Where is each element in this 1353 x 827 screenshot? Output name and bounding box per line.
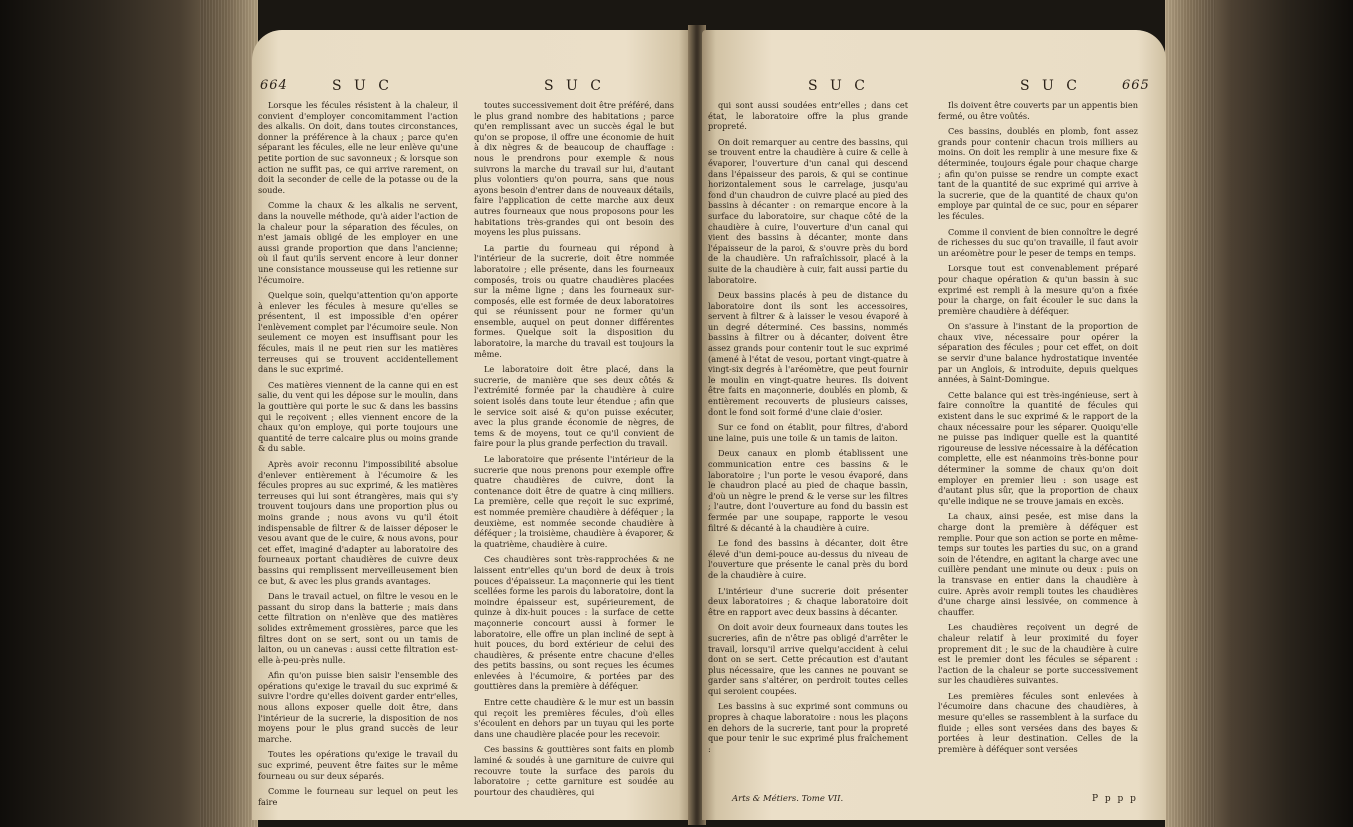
paragraph: On s'assure à l'instant de la proportion de chaux vive, nécessaire pour opérer la séparation des fécules ; pour cet effet, on doit se servir d'une balance hydrostatique inventée par un Anglois, & introduite, depuis quelques années, à Saint-Domingue. xyxy=(938,321,1138,385)
running-head-left: S U C xyxy=(332,78,394,94)
right-page-column-1 xyxy=(708,100,908,790)
paragraph: L'intérieur d'une sucrerie doit présenter deux laboratoires ; & chaque laboratoire doit être en rapport avec deux bassins à décanter. xyxy=(708,585,908,617)
paragraph: On doit avoir deux fourneaux dans toutes les sucreries, afin de n'être pas obligé d'arrêter le travail, lorsqu'il arrive quelqu'accident à celui dont on se sert. Cette précaution est d'autant plus nécessaire, que les cannes ne pouvant se garder sans s'altérer, on perdroit toutes celles qui seroient coupées. xyxy=(708,622,908,696)
left-page-column-2 xyxy=(474,100,674,810)
paragraph: Le fond des bassins à décanter, doit être élevé d'un demi-pouce au-dessus du niveau de l'ouverture que présente le canal près du bord de la chaudière à cuire. xyxy=(708,538,908,580)
paragraph: Comme le fourneau sur lequel on peut les faire xyxy=(258,786,458,807)
paragraph: Lorsque tout est convenablement préparé pour chaque opération & qu'un bassin à suc exprimé est rempli à la mesure qu'on a fixée pour la charge, on fait écouler le suc dans la première chaudière à déféquer. xyxy=(938,263,1138,316)
paragraph: toutes successivement doit être préféré, dans le plus grand nombre des habitations ; parce qu'en remplissant avec un succès égal le but qu'on se propose, il offre une économie de huit à dix nègres & de beaucoup de chauffage : nous le prendrons pour exemple & nous suivrons la marche du travail sur lui, d'autant plus volontiers qu'on pourra, sans que nous ayons besoin d'entrer dans de nouveaux détails, faire l'application de cette marche aux deux autres fourneaux que nous proposons pour les habitations très-grandes qui ont besoin des moyens les plus puissans. xyxy=(474,100,674,238)
paragraph: Ces bassins & gouttières sont faits en plomb laminé & soudés à une garniture de cuivre qui recouvre toute la surface des parois du laboratoire ; cette garniture est soudée au pourtour des chaudières, qui xyxy=(474,744,674,797)
paragraph: Toutes les opérations qu'exige le travail du suc exprimé, peuvent être faites sur le même fourneau ou sur deux séparés. xyxy=(258,749,458,781)
paragraph: Comme il convient de bien connoître le degré de richesses du suc qu'on travaille, il faut avoir un aréomètre pour le peser de temps en temps. xyxy=(938,226,1138,258)
paragraph: Le laboratoire doit être placé, dans la sucrerie, de manière que ses deux côtés & l'extrémité formée par la chaudière à cuire soient isolés dans toute leur étendue ; afin que le service soit aisé & qu'on puisse exécuter, avec la plus grande économie de nègres, de tems & de moyens, tout ce qu'il convient de faire pour la plus grande perfection du travail. xyxy=(474,364,674,449)
paragraph: On doit remarquer au centre des bassins, qui se trouvent entre la chaudière à cuire & celle à évaporer, l'ouverture d'un canal qui descend dans l'épaisseur des parois, & qui se continue horizontalement sous le carrelage, jusqu'au fond d'un chaudron de cuivre placé au pied des bassins à décanter : on remarque encore à la surface du laboratoire, sur chaque côté de la chaudière à cuire, l'ouverture d'un canal qui vient des bassins à décanter, monte dans l'épaisseur de la paroi, & s'ouvre près du bord de la chaudière. Un rafraîchissoir, placé à la suite de la chaudière à cuir, fait aussi partie du laboratoire. xyxy=(708,136,908,285)
paragraph: Deux bassins placés à peu de distance du laboratoire dont ils sont les accessoires, servent à filtrer & à laisser le vesou évaporé à un degré déterminé. Ces bassins, nommés bassins à filtrer ou à décanter, doivent être assez grands pour contenir tout le suc exprimé (amené à l'état de vesou, portant vingt-quatre à vingt-six degrés à l'aréomètre, que peut fournir le moulin en vingt-quatre heures. Ils doivent être faits en maçonnerie, doublés en plomb, & entièrement recouverts de plusieurs caisses, dont le fond soit formé d'une claie d'osier. xyxy=(708,290,908,417)
right-page-edges xyxy=(1165,0,1353,827)
footer-volume: Arts & Métiers. Tome VII. xyxy=(732,794,844,804)
paragraph: Afin qu'on puisse bien saisir l'ensemble des opérations qu'exige le travail du suc exprimé & suivre l'ordre qu'elles doivent garder entr'elles, nous allons exposer quelle doit être, dans l'intérieur de la sucrerie, la disposition de nos moyens pour le plus grand succès de leur marche. xyxy=(258,670,458,744)
paragraph: La partie du fourneau qui répond à l'intérieur de la sucrerie, doit être nommée laboratoire ; elle présente, dans les fourneaux composés, trois ou quatre chaudières placées sur la même ligne ; dans les fourneaux sur-composés, elle est formée de deux laboratoires qui se réunissent pour ne former qu'un ensemble, auquel on peut donner différentes formes. Quelque soit la disposition du laboratoire, la marche du travail est toujours la même. xyxy=(474,242,674,359)
paragraph: Dans le travail actuel, on filtre le vesou en le passant du sirop dans la batterie ; mais dans cette filtration on n'enlève que des matières solides extrêmement grossières, parce que les filtres dont on se sert, sont ou un tamis de laiton, ou un canevas : aussi cette filtration est-elle à-peu-près nulle. xyxy=(258,591,458,665)
paragraph: Ils doivent être couverts par un appentis bien fermé, ou être voûtés. xyxy=(938,100,1138,121)
paragraph: qui sont aussi soudées entr'elles ; dans cet état, le laboratoire offre la plus grande propreté. xyxy=(708,100,908,132)
paragraph: Comme la chaux & les alkalis ne servent, dans la nouvelle méthode, qu'à aider l'action de la chaleur pour la séparation des fécules, on n'est jamais obligé de les employer en une aussi grande proportion que dans l'ancienne; où il faut qu'ils servent encore à leur donner une consistance mousseuse qui les retienne sur l'écumoire. xyxy=(258,200,458,285)
right-page-column-2 xyxy=(938,100,1138,810)
page-number-right: 665 xyxy=(1122,78,1150,93)
paragraph: Après avoir reconnu l'impossibilité absolue d'enlever entièrement à l'écumoire & les fécules propres au suc exprimé, & les matières terreuses qui lui sont étrangères, mais qui s'y trouvent toujours dans une proportion plus ou moins grande ; nous avons vu qu'il étoit indispensable de filtrer & de laisser déposer le vesou avant que de le cuire, & nous avons, pour cet effet, imaginé d'adapter au laboratoire des fourneaux portant chaudières de cuivre deux bassins qui remplissent merveilleusement bien ce but, & avec les plus grands avantages. xyxy=(258,459,458,586)
left-page-column-1 xyxy=(258,100,458,810)
paragraph: Ces matières viennent de la canne qui en est salie, du vent qui les dépose sur le moulin, dans la gouttière qui porte le suc & dans les bassins qui le reçoivent ; elles viennent encore de la chaux qu'on employe, qui porte toujours une quantité de terre calcaire plus ou moins grande & du sable. xyxy=(258,379,458,454)
running-head-right: S U C xyxy=(808,78,870,94)
right-page xyxy=(702,30,1166,820)
paragraph: Cette balance qui est très-ingénieuse, sert à faire connoître la quantité de fécules qui existent dans le suc exprimé & le rapport de la chaux nécessaire pour les séparer. Quoiqu'elle ne puisse pas indiquer quelle est la quantité rigoureuse de lessive nécessaire à la défécation complette, elle est néanmoins très-bonne pour déterminer la somme de chaux qu'on doit employer en premier lieu : son usage est d'autant plus sûr, que la proportion de chaux qu'elle indique ne se trouve jamais en excès. xyxy=(938,389,1138,506)
signature-mark: P p p p xyxy=(1092,794,1138,804)
paragraph: Ces bassins, doublés en plomb, font assez grands pour contenir chacun trois milliers au moins. On doit les remplir à une mesure fixe & déterminée, toujours égale pour chaque charge ; afin qu'on puisse se rendre un compte exact tant de la quantité de suc exprimé qui arrive à la sucrerie, que de la quantité de chaux qu'on employe par quintal de ce suc, pour en séparer les fécules. xyxy=(938,126,1138,221)
paragraph: Lorsque les fécules résistent à la chaleur, il convient d'employer concomitamment l'action des alkalis. On doit, dans toutes circonstances, donner la préférence à la chaux ; parce qu'en séparant les fécules, elle ne leur enlève qu'une petite portion de suc savonneux ; & lorsque son action ne suffit pas, ce qui arrive rarement, on doit la seconder de celle de la potasse ou de la soude. xyxy=(258,100,458,195)
paragraph: Deux canaux en plomb établissent une communication entre ces bassins & le laboratoire ; l'un porte le vesou évaporé, dans le chaudron placé au pied de chaque bassin, d'où un nègre le prend & le verse sur les filtres ; l'autre, dont l'ouverture au fond du bassin est fermée par une soupape, rapporte le vesou filtré & décanté à la chaudière à cuire. xyxy=(708,448,908,533)
paragraph: Entre cette chaudière & le mur est un bassin qui reçoit les premières fécules, d'où elles s'écoulent en dehors par un tuyau qui les porte dans une chaudière placée pour les recevoir. xyxy=(474,697,674,739)
page-number-left: 664 xyxy=(260,78,288,93)
running-head-left-col2: S U C xyxy=(544,78,606,94)
left-page-edges xyxy=(0,0,258,827)
paragraph: Les chaudières reçoivent un degré de chaleur relatif à leur proximité du foyer proprement dit ; le suc de la chaudière à cuire est le premier dont les fécules se séparent : l'action de la chaleur se porte successivement sur les chaudières suivantes. xyxy=(938,622,1138,686)
paragraph: La chaux, ainsi pesée, est mise dans la charge dont la première à déféquer est remplie. Pour que son action se porte en même-temps sur toutes les parties du suc, on a grand soin de l'étendre, en agitant la charge avec une cuillère pendant une minute ou deux : puis on la transvase en entier dans la chaudière à cuire. Après avoir rempli toutes les chaudières d'une charge ainsi lessivée, on commence à chauffer. xyxy=(938,511,1138,617)
paragraph: Quelque soin, quelqu'attention qu'on apporte à enlever les fécules à mesure qu'elles se présentent, il est impossible d'en opérer l'enlèvement complet par l'écumoire seule. Non seulement ce moyen est insuffisant pour les fécules, mais il ne peut rien sur les matières terreuses qui se trouvent accidentellement dans le suc exprimé. xyxy=(258,290,458,375)
paragraph: Ces chaudières sont très-rapprochées & ne laissent entr'elles qu'un bord de deux à trois pouces d'épaisseur. La maçonnerie qui les tient scellées forme les parois du laboratoire, dont la moindre épaisseur est, supérieurement, de quinze à dix-huit pouces : la surface de cette maçonnerie concourt aussi à former le laboratoire, elle offre un plan incliné de sept à huit pouces, du bord extérieur de celui des chaudières, & présente entre chacune d'elles des petits bassins, ou sont reçues les écumes enlevées à l'écumoire, & portées par des gouttières dans la première à déféquer. xyxy=(474,554,674,692)
paragraph: Le laboratoire que présente l'intérieur de la sucrerie que nous prenons pour exemple offre quatre chaudières de cuivre, dont la contenance doit être de quatre à cinq milliers. La première, celle que reçoit le suc exprimé, est nommée première chaudière à déféquer ; la deuxième, est nommée seconde chaudière à déféquer ; la troisième, chaudière à évaporer, & la quatrième, chaudière à cuire. xyxy=(474,454,674,549)
paragraph: Les premières fécules sont enlevées à l'écumoire dans chacune des chaudières, à mesure qu'elles se rassemblent à la surface du fluide ; elles sont versées dans des bayes & portées à leur destination. Celles de la première à déféquer sont versées xyxy=(938,690,1138,754)
paragraph: Sur ce fond on établit, pour filtres, d'abord une laine, puis une toile & un tamis de laiton. xyxy=(708,422,908,443)
running-head-right-col2: S U C xyxy=(1020,78,1082,94)
paragraph: Les bassins à suc exprimé sont communs ou propres à chaque laboratoire : nous les plaçons en dehors de la sucrerie, tant pour la propreté que pour tenir le suc exprimé plus fraîchement : xyxy=(708,701,908,754)
left-page xyxy=(252,30,692,820)
